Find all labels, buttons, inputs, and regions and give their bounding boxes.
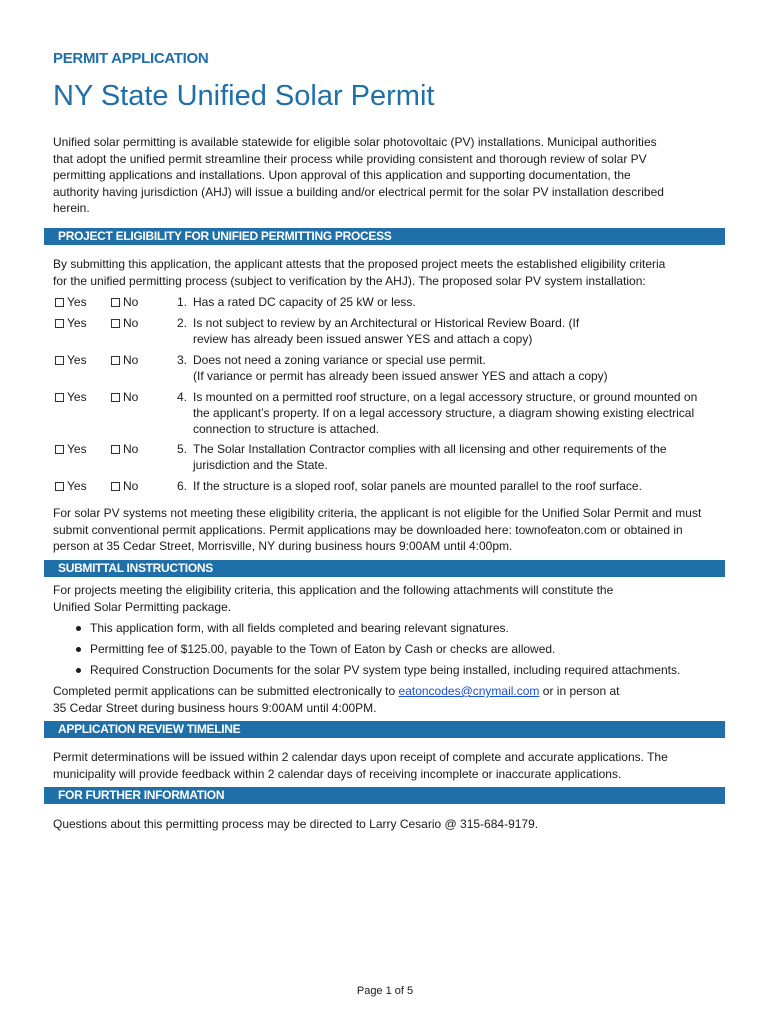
- submittal-intro: [53, 582, 718, 615]
- criterion-number: 2.: [177, 316, 188, 330]
- eligibility-intro-line: for the unified permitting process (subject to verification by the AHJ). The proposed solar PV system installation:: [53, 273, 646, 288]
- note-line: person at 35 Cedar Street, Morrisville, NY during business hours 9:00AM until 4:00pm.: [53, 539, 513, 553]
- submittal-intro-line: For projects meeting the eligibility criteria, this application and the following attachments will constitute the: [53, 583, 614, 597]
- page-number: Page 1 of 5: [356, 985, 414, 997]
- criterion-text: [177, 315, 707, 347]
- email-link[interactable]: eatoncodes@cnymail.com: [398, 684, 540, 698]
- closing-line: 35 Cedar Street during business hours 9:00AM until 4:00PM.: [53, 700, 377, 715]
- criterion-text: [177, 441, 707, 473]
- checkbox-box[interactable]: [55, 319, 64, 328]
- list-item-text: Required Construction Documents for the solar PV system type being installed, including required attachments.: [90, 663, 681, 677]
- criterion-2-yes-checkbox[interactable]: [55, 315, 87, 331]
- checkbox-box[interactable]: [55, 393, 64, 402]
- criterion-1-no-checkbox[interactable]: [111, 294, 138, 310]
- criterion-3-no-checkbox[interactable]: [111, 352, 138, 368]
- checkbox-box[interactable]: [111, 482, 120, 491]
- criterion-number: 1.: [177, 295, 188, 309]
- checkbox-box[interactable]: [55, 298, 64, 307]
- criterion-number: 3.: [177, 353, 188, 367]
- criterion-1-yes-checkbox[interactable]: [55, 294, 87, 310]
- checkbox-box[interactable]: [111, 445, 120, 454]
- eligibility-note: [53, 505, 718, 555]
- criterion-line: Has a rated DC capacity of 25 kW or less.: [193, 295, 416, 309]
- doc-kicker: PERMIT APPLICATION: [53, 50, 209, 67]
- criterion-5-no-checkbox[interactable]: [111, 441, 138, 457]
- criterion-6-no-checkbox[interactable]: [111, 478, 138, 494]
- criterion-text: [177, 389, 707, 437]
- criterion-line: Is not subject to review by an Architectural or Historical Review Board. (If: [193, 316, 580, 330]
- criterion-4-no-checkbox[interactable]: [111, 389, 138, 405]
- further-info-text: Questions about this permitting process may be directed to Larry Cesario @ 315-684-9179.: [53, 817, 539, 831]
- bullet-icon: [76, 668, 81, 673]
- no-label: No: [123, 390, 139, 404]
- no-label: No: [123, 295, 139, 309]
- checkbox-box[interactable]: [111, 393, 120, 402]
- yes-label: Yes: [67, 353, 87, 367]
- yes-label: Yes: [67, 316, 87, 330]
- page-title: NY State Unified Solar Permit: [53, 80, 435, 112]
- note-line: For solar PV systems not meeting these eligibility criteria, the applicant is not eligible for the Unified Solar Permit and must: [53, 506, 702, 520]
- eligibility-intro: [53, 256, 718, 289]
- list-item: [75, 641, 725, 662]
- checkbox-box[interactable]: [111, 319, 120, 328]
- criterion-number: 4.: [177, 390, 188, 404]
- eligibility-heading: PROJECT ELIGIBILITY FOR UNIFIED PERMITTING PROCESS: [44, 228, 725, 245]
- criterion-text: [177, 294, 707, 310]
- criterion-6-yes-checkbox[interactable]: [55, 478, 87, 494]
- checkbox-box[interactable]: [55, 356, 64, 365]
- list-item: [75, 620, 725, 641]
- intro-line: that adopt the unified permit streamline their process while providing consistent and thorough review of solar PV: [53, 151, 647, 166]
- submittal-intro-line: Unified Solar Permitting package.: [53, 599, 232, 614]
- criterion-line: Is mounted on a permitted roof structure, on a legal accessory structure, or ground mounted on: [193, 390, 698, 404]
- intro-line: herein.: [53, 201, 90, 215]
- list-item-text: Permitting fee of $125.00, payable to the Town of Eaton by Cash or checks are allowed.: [90, 642, 556, 656]
- criterion-line: (If variance or permit has already been issued answer YES and attach a copy): [193, 369, 608, 383]
- criterion-number: 5.: [177, 442, 188, 456]
- criterion-number: 6.: [177, 479, 188, 493]
- criterion-2-no-checkbox[interactable]: [111, 315, 138, 331]
- bullet-icon: [76, 626, 81, 631]
- timeline-paragraph: [53, 749, 718, 782]
- no-label: No: [123, 442, 139, 456]
- intro-line: permitting applications and installations. Upon approval of this application and supporting documentation, the: [53, 168, 631, 182]
- criterion-line: the applicant’s property. If on a legal accessory structure, a diagram showing existing electrical: [193, 406, 695, 420]
- yes-label: Yes: [67, 390, 87, 404]
- criterion-line: review has already been issued answer YES and attach a copy): [193, 332, 533, 346]
- no-label: No: [123, 353, 139, 367]
- criterion-line: Does not need a zoning variance or special use permit.: [193, 353, 486, 367]
- list-item-text: This application form, with all fields completed and bearing relevant signatures.: [90, 621, 509, 635]
- checkbox-box[interactable]: [111, 298, 120, 307]
- criterion-line: jurisdiction and the State.: [193, 458, 328, 472]
- intro-line: Unified solar permitting is available statewide for eligible solar photovoltaic (PV) installations. Municipal authorities: [53, 135, 657, 149]
- criterion-text: [177, 478, 707, 494]
- submittal-list: [75, 620, 725, 683]
- submittal-heading: SUBMITTAL INSTRUCTIONS: [44, 560, 725, 577]
- timeline-line: Permit determinations will be issued within 2 calendar days upon receipt of complete and accurate applications. The: [53, 750, 668, 764]
- no-label: No: [123, 479, 139, 493]
- criterion-3-yes-checkbox[interactable]: [55, 352, 87, 368]
- timeline-line: municipality will provide feedback within 2 calendar days of receiving incomplete or inaccurate applications.: [53, 766, 622, 781]
- yes-label: Yes: [67, 479, 87, 493]
- intro-paragraph: [53, 134, 718, 217]
- submittal-closing: [53, 683, 718, 716]
- yes-label: Yes: [67, 442, 87, 456]
- list-item: [75, 662, 725, 683]
- note-line: submit conventional permit applications. Permit applications may be downloaded here: townofeaton.com or obtained in: [53, 522, 683, 537]
- closing-text: Completed permit applications can be submitted electronically to: [53, 684, 399, 698]
- no-label: No: [123, 316, 139, 330]
- criterion-line: connection to structure is attached.: [193, 422, 380, 436]
- further-info-heading: FOR FURTHER INFORMATION: [44, 787, 725, 804]
- yes-label: Yes: [67, 295, 87, 309]
- checkbox-box[interactable]: [111, 356, 120, 365]
- timeline-heading: APPLICATION REVIEW TIMELINE: [44, 721, 725, 738]
- criterion-line: If the structure is a sloped roof, solar panels are mounted parallel to the roof surface.: [193, 479, 642, 493]
- bullet-icon: [76, 647, 81, 652]
- criterion-4-yes-checkbox[interactable]: [55, 389, 87, 405]
- criterion-text: [177, 352, 707, 384]
- criterion-5-yes-checkbox[interactable]: [55, 441, 87, 457]
- checkbox-box[interactable]: [55, 482, 64, 491]
- closing-text: or in person at: [539, 684, 620, 698]
- checkbox-box[interactable]: [55, 445, 64, 454]
- criterion-line: The Solar Installation Contractor complies with all licensing and other requirements of the: [193, 442, 667, 456]
- eligibility-intro-line: By submitting this application, the applicant attests that the proposed project meets the established eligibility criteria: [53, 257, 666, 271]
- intro-line: authority having jurisdiction (AHJ) will issue a building and/or electrical permit for the solar PV installation described: [53, 184, 664, 199]
